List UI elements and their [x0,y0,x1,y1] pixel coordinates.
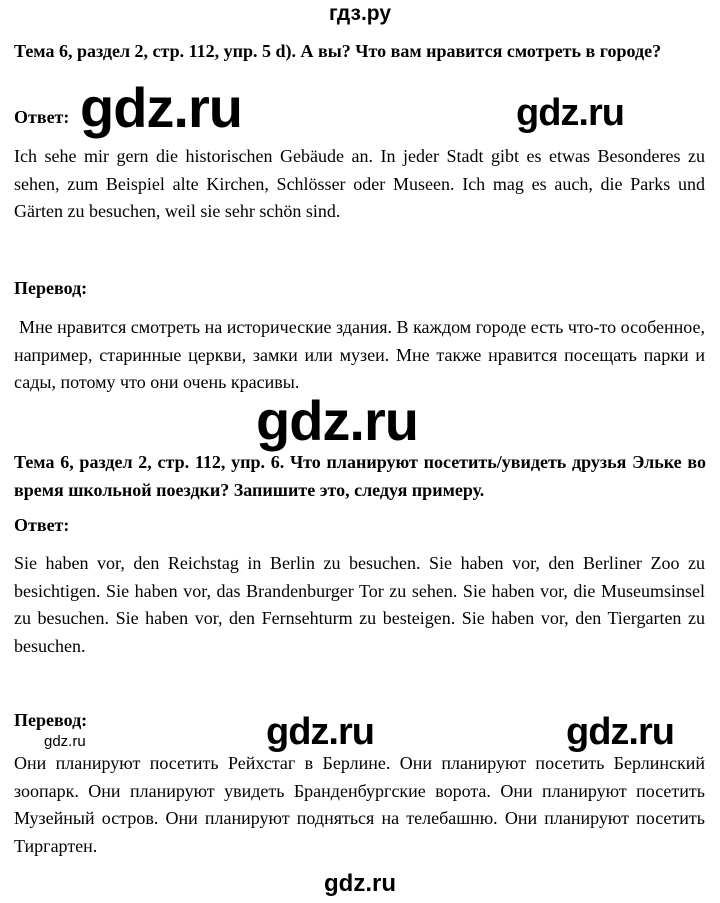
watermark: gdz.ru [266,711,374,753]
translation-label: Перевод: [14,278,88,298]
answer-text: Sie haben vor, den Reichstag in Berlin zu besuchen. Sie haben vor, den Berliner Zoo zu besichtigen. Sie haben vor, das Brandenburger Tor zu sehen. Sie haben vor, die Museumsinsel zu besuchen. Sie haben vor, den Fernsehturm zu besteigen. Sie haben vor, den Tiergarten zu besuchen. [14,553,705,656]
exercise-heading: Тема 6, раздел 2, стр. 112, упр. 5 d). А вы? Что вам нравится смотреть в городе? [14,41,662,61]
watermark: gdz.ru [256,389,418,452]
watermark: gdz.ru [516,92,624,134]
watermark: gdz.ru [80,76,242,139]
translation-text: Мне нравится смотреть на исторические здания. В каждом городе есть что-то особенное, например, старинные церкви, замки или музеи. Мне также нравится посещать парки и сады, потому что они очень красивы. [14,317,705,392]
site-header: гдз.ру [328,2,392,25]
footer-watermark: gdz.ru [324,870,396,897]
watermark: gdz.ru [566,711,674,753]
translation-label: Перевод: [14,710,88,730]
watermark: gdz.ru [44,733,86,750]
answer-label: Ответ: [14,515,70,535]
answer-text: Ich sehe mir gern die historischen Gebäude an. In jeder Stadt gibt es etwas Besonderes zu sehen, zum Beispiel alte Kirchen, Schlösser oder Museen. Ich mag es auch, die Parks und Gärten zu besuchen, weil sie sehr schön sind. [14,146,705,221]
translation-text: Они планируют посетить Рейхстаг в Берлине. Они планируют посетить Берлинский зоопарк. Они планируют увидеть Бранденбургские ворота. Они планируют посетить Музейный остров. Они планируют подняться на телебашню. Они планируют посетить Тиргартен. [14,753,705,856]
answer-label: Ответ: [14,107,70,127]
exercise-heading: Тема 6, раздел 2, стр. 112, упр. 6. Что планируют посетить/увидеть друзья Эльке во время школьной поездки? Запишите это, следуя примеру. [14,452,706,500]
